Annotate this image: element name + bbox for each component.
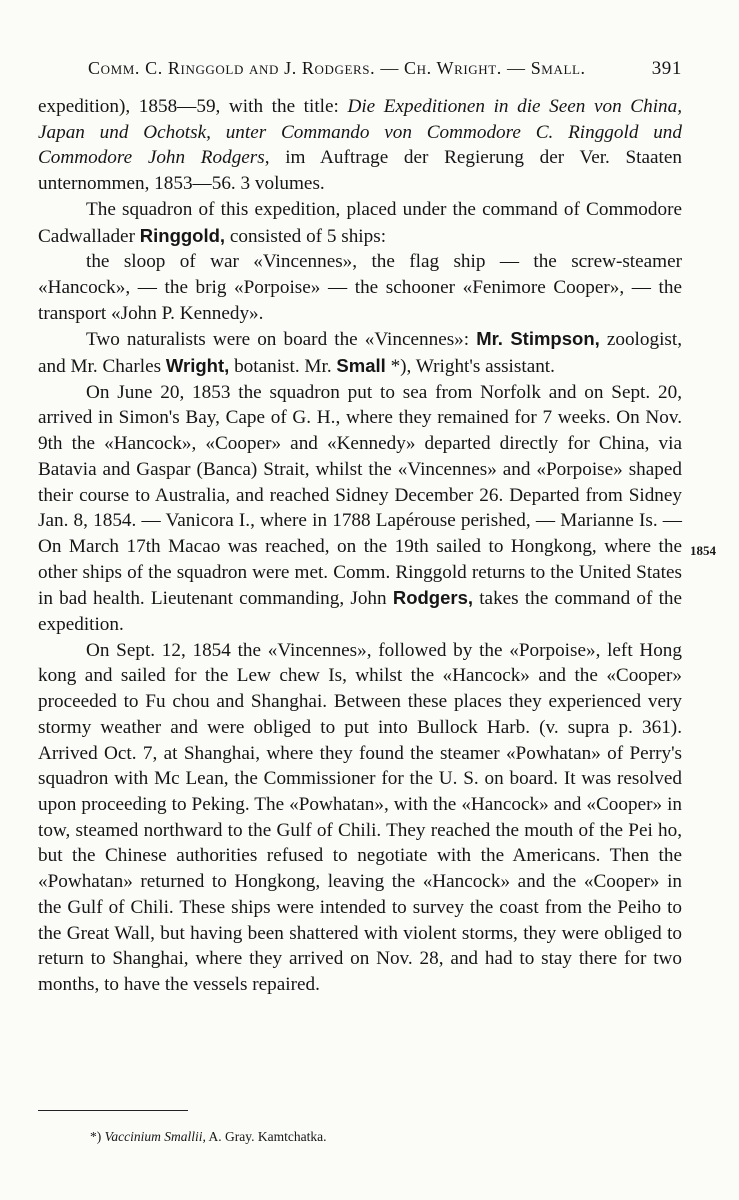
text-run: Two naturalists were on board the «Vincennes»: [86,329,477,351]
footnote-divider [38,1110,188,1111]
text-run: On June 20, 1853 the squadron put to sea from Norfolk and on Sept. 20, arrived in Simon's Bay, Cape of G. H., where they remained for 7 weeks. On Nov. 9th the «Hancock», «Cooper» and «Kennedy» departed directly for China, via Batavia and Gaspar (Banca) Strait, whilst the «Vincennes» and «Porpoise» shaped their course to Australia, and reached Sidney December 26. Departed from Sidney Jan. 8, 1854. — Vanicora I., where in 1788 Lapérouse perished, — Marianne Is. — On March 17th Macao was reached, on the 19th sailed to Hongkong, where the other ships of the squadron were met. Comm. Ringgold returns to the United States in bad health. Lieutenant commanding, John [38,381,682,610]
footnote-species: Vaccinium Smallii, [104,1129,206,1144]
body-text [38,94,682,998]
bold-name: Wright, [165,355,230,377]
paragraph [38,94,682,197]
paragraph [38,326,682,379]
italic-title: Die Expeditionen in die Seen von China, Japan und Ochotsk, unter Commando von Commodore C. Ringgold und Commodore John Rodgers [38,96,683,169]
text-run: botanist. Mr. [229,356,337,378]
text-run: the sloop of war «Vincennes», the flag ship — the screw-steamer «Hancock», — the brig «Porpoise» — the schooner «Fenimore Cooper», — the transport «John P. Kennedy». [38,251,682,324]
running-header [88,58,682,79]
paragraph [38,197,682,249]
bold-name: Small [336,355,386,377]
text-run: The squadron of this expedition, placed under the command of Commodore Cadwallader [38,198,682,247]
text-run: *), Wright's assistant. [385,356,555,378]
running-title: Comm. C. Ringgold and J. Rodgers. — Ch. Wright. — Small. [88,58,586,78]
text-run: takes the command of the expedition. [38,588,683,636]
text-run: consisted of 5 ships: [225,225,387,247]
text-run: expedition), 1858—59, with the title: [38,96,348,117]
page-number: 391 [651,58,682,79]
text-run: zoologist, and Mr. Charles [38,329,682,378]
text-run: , im Auftrage der Regierung der Ver. Staaten unternommen, 1853—56. 3 volumes. [38,147,682,195]
text-run: On Sept. 12, 1854 the «Vincennes», followed by the «Porpoise», left Hong kong and sailed for the Lew chew Is, whilst the «Hancock» and the «Cooper» proceeded to Fu chou and Shanghai. Between these places they experienced very stormy weather and were obliged to put into Bullock Harb. (v. supra p. 361). Arrived Oct. 7, at Shanghai, where they found the steamer «Powhatan» of Perry's squadron with Mc Lean, the Commissioner for the U. S. on board. It was resolved upon proceeding to Peking. The «Powhatan», with the «Hancock» and «Cooper» in tow, steamed northward to the Gulf of Chili. They reached the mouth of the Pei ho, but the Chinese authorities refused to negotiate with the Americans. Then the «Powhatan» returned to Hongkong, leaving the «Hancock» and the «Cooper» in the Gulf of Chili. These ships were intended to survey the coast from the Peiho to the Great Wall, but having been shattered with violent storms, they were obliged to return to Shanghai, where they arrived on Nov. 28, and had to stay there for two months, to have the vessels repaired. [38,639,682,995]
bold-name: Ringgold, [139,224,226,246]
paragraph [38,249,682,326]
footnote [90,1129,326,1145]
footnote-marker: *) [90,1129,102,1144]
margin-note-year: 1854 [690,543,716,558]
bold-name: Mr. Stimpson, [476,328,600,350]
bold-name: Rodgers, [392,587,474,609]
paragraph [38,638,682,998]
paragraph [38,380,682,638]
footnote-rest: A. Gray. Kamtchatka. [205,1129,327,1144]
